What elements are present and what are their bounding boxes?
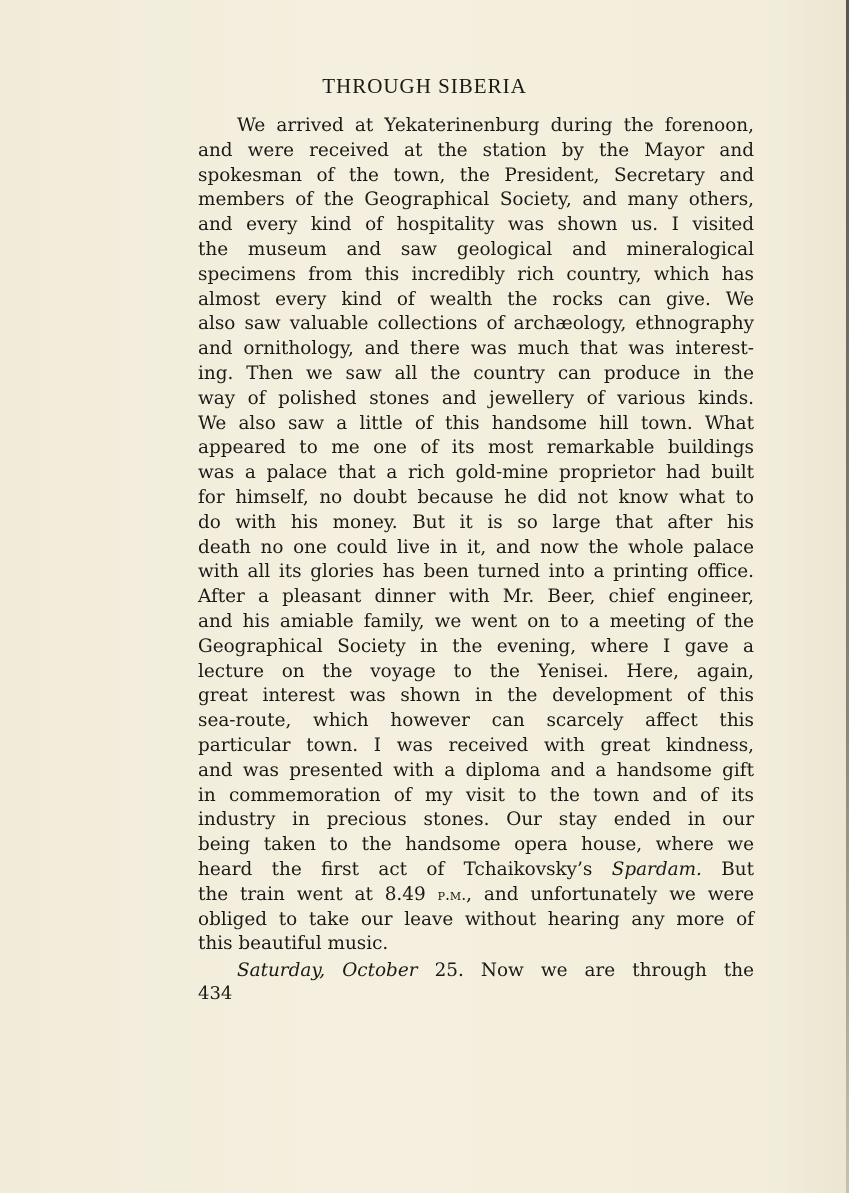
date-weekday-italic: Saturday,	[237, 960, 326, 982]
body-text	[198, 114, 754, 984]
text-line-date	[198, 959, 754, 984]
train-text-before: the train went at 8.49	[198, 883, 438, 905]
text-line: appeared to me one of its most remarkable buildings	[198, 437, 754, 459]
text-line-paragraph-end: this beautiful music.	[198, 933, 389, 955]
text-line: for himself, no doubt because he did not know what to	[198, 486, 754, 508]
text-line: and every kind of hospitality was shown us. I visited	[198, 214, 754, 236]
text-line: with all its glories has been turned into a printing office.	[198, 561, 754, 583]
text-line: specimens from this incredibly rich country, which has	[198, 263, 754, 285]
page-number: 434	[198, 983, 233, 1004]
train-text-after: , and unfortunately we were	[466, 883, 754, 905]
text-line: obliged to take our leave without hearing any more of	[198, 908, 754, 930]
text-line: industry in precious stones. Our stay ended in our	[198, 809, 754, 831]
date-month-italic: October	[342, 960, 418, 982]
text-line: spokesman of the town, the President, Secretary and	[198, 164, 754, 186]
text-line: particular town. I was received with great kindness,	[198, 734, 754, 756]
text-line: We arrived at Yekaterinenburg during the forenoon,	[237, 115, 754, 136]
text-line: do with his money. But it is so large that after his	[198, 511, 754, 533]
text-line: and were received at the station by the Mayor and	[198, 139, 754, 161]
text-line-train	[198, 883, 754, 908]
text-line: in commemoration of my visit to the town and of its	[198, 784, 754, 806]
text-line: and was presented with a diploma and a handsome gift	[198, 759, 754, 781]
pm-small-caps: p.m.	[437, 884, 467, 904]
text-line: was a palace that a rich gold-mine proprietor had built	[198, 462, 754, 484]
text-line: After a pleasant dinner with Mr. Beer, chief engineer,	[198, 586, 754, 608]
text-line: the museum and saw geological and mineralogical	[198, 238, 754, 260]
text-line: almost every kind of wealth the rocks can give. We	[198, 288, 754, 310]
text-line: and ornithology, and there was much that was interest-	[198, 338, 754, 360]
opera-text-before: heard the first act of Tchaikovsky’s	[198, 858, 612, 880]
date-text: 25. Now we are through the	[417, 960, 754, 982]
text-line: lecture on the voyage to the Yenisei. Here, again,	[198, 660, 754, 682]
text-line: great interest was shown in the development of this	[198, 685, 754, 707]
text-line: death no one could live in it, and now the whole palace	[198, 536, 754, 558]
text-line: also saw valuable collections of archæology, ethnography	[198, 313, 754, 335]
text-line: way of polished stones and jewellery of various kinds.	[198, 387, 754, 409]
running-head: THROUGH SIBERIA	[322, 74, 527, 98]
text-line: sea-route, which however can scarcely affect this	[198, 710, 754, 732]
text-line: being taken to the handsome opera house, where we	[198, 834, 754, 856]
opera-title-italic: Spardam.	[611, 858, 702, 880]
text-line: and his amiable family, we went on to a meeting of the	[198, 610, 754, 632]
text-line: ing. Then we saw all the country can produce in the	[198, 362, 754, 384]
text-line: Geographical Society in the evening, where I gave a	[198, 635, 754, 657]
text-line: We also saw a little of this handsome hill town. What	[198, 412, 754, 434]
opera-text-after: But	[701, 858, 754, 880]
text-line: members of the Geographical Society, and many others,	[198, 189, 754, 211]
text-line-opera	[198, 858, 754, 883]
